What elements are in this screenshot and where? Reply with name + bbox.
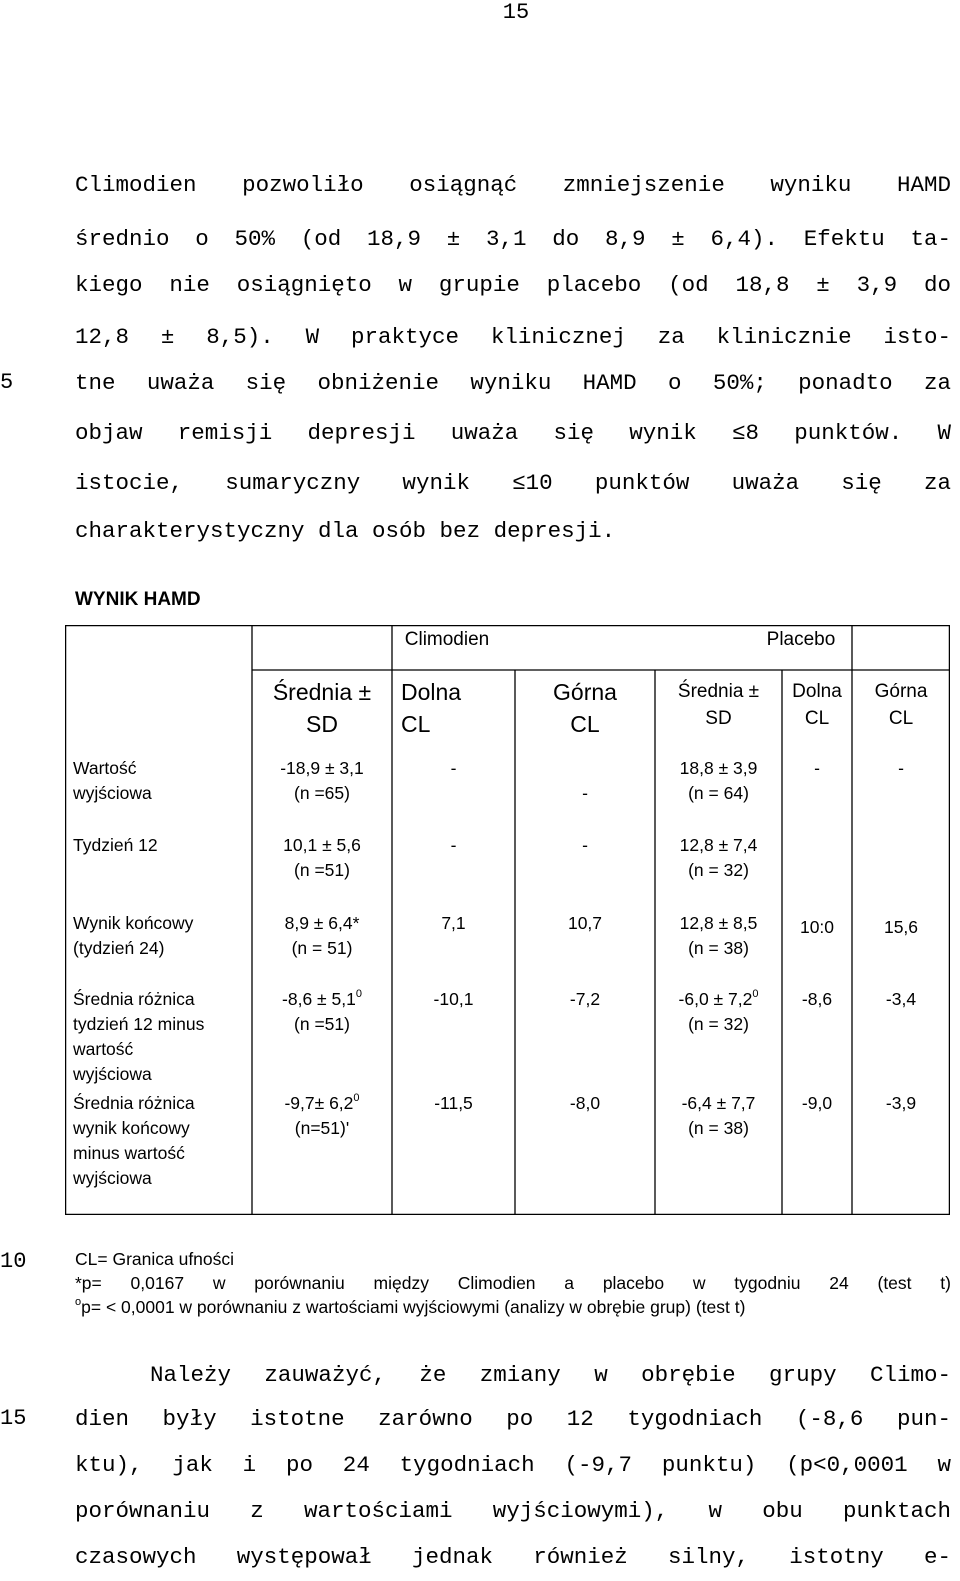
paragraph-line: Należy zauważyć, że zmiany w obrębie grupy Climo- [150, 1362, 951, 1388]
paragraph-line: istocie, sumaryczny wynik ≤10 punktów uważa się za [75, 470, 951, 496]
legend-cl: CL= Granica ufności [75, 1249, 235, 1269]
significance-superscript: 0 [752, 988, 759, 1000]
header-mean-sd-line2: SD [306, 711, 338, 737]
significance-superscript: 0 [355, 988, 362, 1000]
header-upper-line1: Górna [874, 681, 928, 702]
climodien-upper-cell: - [582, 835, 588, 855]
legend-o: $^o$p= < 0,0001 w porównaniu z wartościami wyjściowymi (analizy w obrębie grup) (test t) [75, 1296, 746, 1317]
row-label: Wynik końcowy (tydzień 24) [73, 913, 194, 958]
placebo-upper-cell: -3,4 [885, 989, 917, 1009]
significance-superscript: 0 [353, 1092, 360, 1104]
header-mean-sd [252, 676, 392, 740]
header-upper-cl [515, 676, 655, 740]
header-climodien: Climodien [404, 629, 490, 650]
paragraph-line: charakterystyczny dla osób bez depresji. [75, 518, 616, 544]
header-upper-cl-placebo [852, 678, 950, 732]
line-number: 10 [0, 1249, 27, 1274]
header-mean-sd-line2: SD [705, 708, 732, 729]
header-lower-cl-placebo [782, 678, 852, 732]
paragraph-line: dien były istotne zarówno po 12 tygodniach (-8,6 pun- [75, 1406, 951, 1432]
row-label: Średnia różnica wynik końcowy minus wartość wyjściowa [73, 1093, 195, 1188]
row-label: Średnia różnica tydzień 12 minus wartość wyjściowa [73, 989, 205, 1084]
line-number: 5 [0, 370, 14, 395]
placebo-upper-cell: 15,6 [883, 917, 919, 937]
climodien-upper-cell: -7,2 [569, 989, 601, 1009]
climodien-upper-cell: 10,7 [567, 913, 603, 933]
paragraph-line: objaw remisji depresji uważa się wynik ≤8 punktów. W [75, 420, 951, 446]
climodien-lower-cell: -11,5 [434, 1093, 473, 1113]
climodien-lower-cell: - [450, 758, 457, 778]
header-upper-line2: CL [570, 711, 600, 737]
header-lower-line1: Dolna [401, 679, 462, 705]
climodien-mean-cell: $-9,7\pm 6,2^0$ (n=51)' [284, 1092, 360, 1138]
placebo-mean-cell: 12,8 ± 8,5 (n = 38) [679, 913, 758, 958]
placebo-lower-cell: -9,0 [801, 1093, 833, 1113]
paragraph-line: porównaniu z wartościami wyjściowymi), w obu punktach [75, 1498, 951, 1524]
header-upper-line1: Górna [553, 679, 617, 705]
header-lower-cl [401, 676, 511, 740]
header-placebo: Placebo [766, 629, 836, 650]
hamd-table [65, 625, 950, 1215]
header-mean-sd-placebo [655, 678, 782, 732]
climodien-lower-cell: - [450, 835, 457, 855]
paragraph-line: czasowych występował jednak również silny, istotny e- [75, 1544, 951, 1570]
placebo-mean-cell: -6,4 ± 7,7 (n = 38) [681, 1093, 756, 1138]
placebo-lower-cell: 10:0 [799, 917, 835, 937]
table-title: WYNIK HAMD [75, 589, 201, 610]
paragraph-line: kiego nie osiągnięto w grupie placebo (od 18,8 ± 3,9 do [75, 272, 951, 298]
header-mean-sd-line1: Średnia ± [677, 681, 760, 702]
climodien-mean-cell: 8,9 ± 6,4* (n = 51) [284, 913, 360, 958]
page-number: 15 [502, 0, 530, 25]
header-mean-sd-line1: Średnia ± [272, 679, 372, 705]
table-legend [75, 1247, 951, 1319]
climodien-mean-cell: $-8,6 \pm 5,1^0$ (n =51) [282, 988, 362, 1034]
header-lower-line2: CL [804, 708, 830, 729]
climodien-mean-cell: 10,1 ± 5,6 (n =51) [283, 835, 361, 880]
placebo-upper-cell: - [898, 758, 904, 778]
placebo-mean-cell: 18,8 ± 3,9 (n = 64) [679, 758, 758, 803]
row-label: Wartość wyjściowa [73, 758, 152, 803]
climodien-lower-cell: 7,1 [441, 913, 466, 933]
legend-star: *p= 0,0167 w porównaniu między Climodien a placebo w tygodniu 24 (test t) [75, 1273, 951, 1293]
header-upper-line2: CL [888, 708, 914, 729]
header-lower-line2: CL [401, 711, 431, 737]
placebo-lower-cell: -8,6 [801, 989, 833, 1009]
placebo-lower-cell: - [814, 758, 820, 778]
paragraph-line: ktu), jak i po 24 tygodniach (-9,7 punktu) (p<0,0001 w [75, 1452, 951, 1478]
climodien-mean-cell: -18,9 ± 3,1 (n =65) [280, 758, 364, 803]
placebo-mean-cell: $-6,0 \pm 7,2^0$ (n = 32) [678, 988, 759, 1034]
paragraph-line: tne uważa się obniżenie wyniku HAMD o 50%; ponadto za [75, 370, 951, 396]
paragraph-line: średnio o 50% (od 18,9 ± 3,1 do 8,9 ± 6,4). Efektu ta- [75, 226, 951, 252]
paragraph-line: 12,8 ± 8,5). W praktyce klinicznej za klinicznie isto- [75, 324, 951, 350]
line-number: 15 [0, 1406, 27, 1431]
header-lower-line1: Dolna [792, 681, 842, 702]
paragraph-line: Climodien pozwoliło osiągnąć zmniejszenie wyniku HAMD [75, 172, 951, 198]
placebo-upper-cell: -3,9 [885, 1093, 917, 1113]
climodien-upper-cell: -8,0 [569, 1093, 601, 1113]
row-label: Tydzień 12 [73, 835, 158, 855]
placebo-mean-cell: 12,8 ± 7,4 (n = 32) [679, 835, 758, 880]
climodien-upper-cell: - [582, 783, 588, 803]
climodien-lower-cell: -10,1 [433, 989, 474, 1009]
